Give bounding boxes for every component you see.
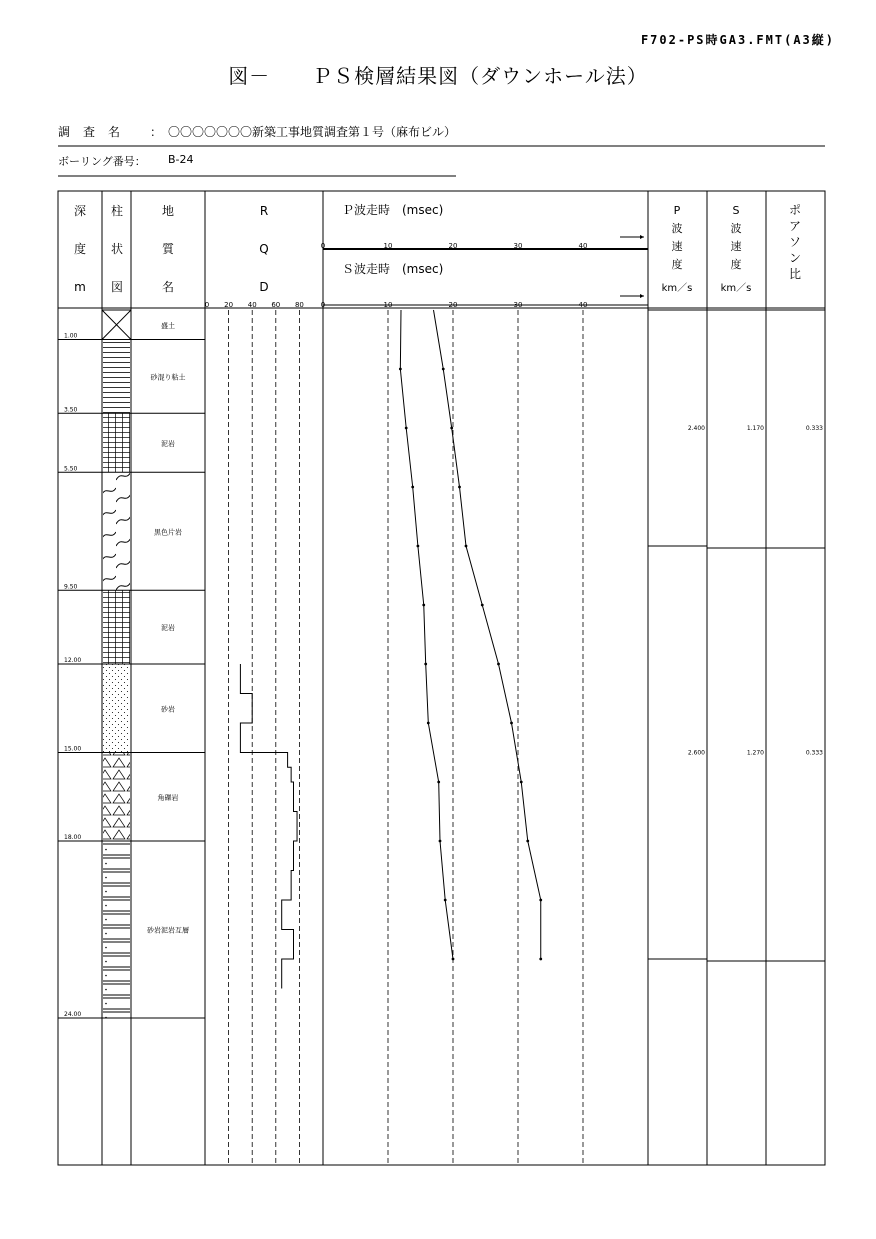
p-wave-point bbox=[405, 427, 408, 430]
layer-name: 角礫岩 bbox=[157, 793, 179, 802]
s-velocity-header: S bbox=[732, 204, 740, 217]
s-wave-point bbox=[465, 545, 468, 548]
layer-depth-label: 3.50 bbox=[64, 406, 78, 414]
survey-label: 調査名 bbox=[58, 125, 134, 139]
column-header: 柱 bbox=[110, 204, 124, 218]
p-arrow-head bbox=[640, 235, 644, 239]
rqd-header: R bbox=[259, 204, 269, 218]
layer-name: 泥岩 bbox=[161, 624, 175, 633]
geology-header: 質 bbox=[161, 242, 175, 256]
page-title: 図－ ＰＳ検層結果図（ダウンホール法） bbox=[228, 64, 648, 88]
s-wave-point bbox=[458, 486, 461, 489]
depth-header: 深 bbox=[73, 204, 87, 218]
rqd-tick-label: 80 bbox=[294, 301, 304, 309]
s-time-tick-label: 40 bbox=[578, 301, 588, 309]
s-wave-point bbox=[481, 604, 484, 607]
p-velocity-header: P bbox=[673, 204, 681, 217]
boring-number: B-24 bbox=[168, 153, 194, 166]
geology-header: 名 bbox=[161, 280, 175, 294]
file-id: F702-PS時GA3.FMT(A3縦) bbox=[640, 33, 835, 47]
s-velocity-header: 度 bbox=[730, 258, 742, 271]
column-header: 状 bbox=[110, 242, 124, 256]
s-velocity-value: 1.170 bbox=[746, 425, 764, 432]
p-time-tick-label: 40 bbox=[578, 242, 588, 250]
poisson-header: 比 bbox=[788, 267, 802, 281]
poisson-header: ポ bbox=[788, 203, 802, 217]
s-velocity-value: 1.270 bbox=[746, 749, 764, 757]
s-velocity-header: 速 bbox=[730, 240, 742, 253]
poisson-header: ア bbox=[788, 219, 802, 233]
poisson-header: ソ bbox=[788, 235, 802, 249]
p-wave-point bbox=[444, 899, 447, 902]
p-time-tick-label: 20 bbox=[448, 242, 458, 250]
s-time-tick-label: 20 bbox=[448, 301, 458, 309]
s-wave-point bbox=[539, 958, 542, 961]
p-velocity-value: 2.400 bbox=[687, 425, 705, 432]
poisson-header: ン bbox=[788, 251, 802, 265]
s-arrow-head bbox=[640, 294, 644, 298]
rqd-header: D bbox=[259, 280, 269, 294]
p-time-header: Ｐ波走時 (msec) bbox=[342, 203, 444, 217]
s-wave-point bbox=[520, 781, 523, 784]
p-velocity-header: 度 bbox=[671, 258, 683, 271]
layer-name: 砂混り粘土 bbox=[150, 373, 186, 382]
survey-name: 〇〇〇〇〇〇〇新築工事地質調査第１号（麻布ビル） bbox=[168, 125, 457, 139]
layer-depth-label: 24.00 bbox=[64, 1011, 82, 1018]
layer-name: 黒色片岩 bbox=[154, 528, 182, 537]
layer-name: 砂岩 bbox=[161, 705, 175, 714]
p-wave-point bbox=[411, 486, 414, 489]
layer-depth-label: 12.00 bbox=[64, 657, 82, 664]
poisson-value: 0.333 bbox=[805, 749, 823, 757]
s-wave-point bbox=[497, 663, 500, 666]
p-velocity-header: 速 bbox=[671, 240, 683, 253]
column-header: 図 bbox=[110, 280, 124, 294]
s-time-tick-label: 0 bbox=[320, 301, 326, 309]
s-wave-point bbox=[450, 427, 453, 430]
rqd-tick-label: 0 bbox=[204, 301, 210, 309]
layer-depth-label: 15.00 bbox=[64, 745, 82, 753]
s-velocity-unit: km／s bbox=[720, 283, 752, 294]
survey-colon: ： bbox=[150, 125, 163, 139]
rqd-tick-label: 20 bbox=[224, 301, 234, 309]
p-wave-point bbox=[427, 722, 430, 725]
p-wave-point bbox=[439, 840, 442, 843]
layer-pattern-grid bbox=[103, 413, 130, 472]
s-time-header: Ｓ波走時 (msec) bbox=[342, 262, 444, 276]
p-velocity-value: 2.600 bbox=[687, 749, 705, 757]
layer-pattern-wavy bbox=[103, 472, 130, 590]
rqd-profile bbox=[240, 664, 297, 989]
depth-header: m bbox=[74, 280, 86, 294]
s-time-tick-label: 10 bbox=[383, 301, 393, 309]
depth-header: 度 bbox=[73, 242, 87, 256]
p-velocity-unit: km／s bbox=[661, 283, 693, 294]
geology-header: 地 bbox=[161, 204, 175, 218]
layer-pattern-triangles bbox=[103, 753, 130, 842]
s-wave-point bbox=[442, 368, 445, 371]
s-velocity-header: 波 bbox=[730, 222, 742, 235]
p-wave-line bbox=[400, 310, 453, 959]
p-time-tick-label: 0 bbox=[320, 242, 326, 250]
s-wave-point bbox=[526, 840, 529, 843]
p-wave-point bbox=[437, 781, 440, 784]
layer-pattern-dots bbox=[103, 664, 130, 753]
layer-pattern-hlines bbox=[103, 340, 130, 414]
boring-label: ボーリング番号： bbox=[58, 155, 146, 168]
table-frame bbox=[58, 191, 825, 1165]
p-wave-point bbox=[424, 663, 427, 666]
layer-depth-label: 9.50 bbox=[64, 583, 78, 591]
s-wave-point bbox=[510, 722, 513, 725]
s-wave-line bbox=[434, 310, 541, 959]
p-time-tick-label: 30 bbox=[513, 242, 523, 250]
s-wave-point bbox=[539, 899, 542, 902]
p-velocity-header: 波 bbox=[671, 222, 683, 235]
p-wave-point bbox=[452, 958, 455, 961]
p-time-tick-label: 10 bbox=[383, 242, 393, 250]
layer-depth-label: 1.00 bbox=[64, 332, 78, 340]
rqd-tick-label: 60 bbox=[271, 301, 281, 309]
layer-pattern-grid bbox=[103, 590, 130, 664]
layer-name: 盛土 bbox=[161, 321, 175, 330]
layer-pattern-alternating bbox=[103, 841, 130, 1018]
poisson-value: 0.333 bbox=[805, 425, 823, 432]
layer-depth-label: 18.00 bbox=[64, 834, 82, 841]
p-wave-point bbox=[422, 604, 425, 607]
p-wave-point bbox=[399, 368, 402, 371]
p-wave-point bbox=[417, 545, 420, 548]
layer-name: 泥岩 bbox=[161, 439, 175, 448]
layer-depth-label: 5.50 bbox=[64, 465, 78, 473]
rqd-header: Q bbox=[259, 242, 269, 256]
layer-name: 砂岩泥岩互層 bbox=[147, 926, 189, 935]
rqd-tick-label: 40 bbox=[247, 301, 257, 309]
s-time-tick-label: 30 bbox=[513, 301, 523, 309]
